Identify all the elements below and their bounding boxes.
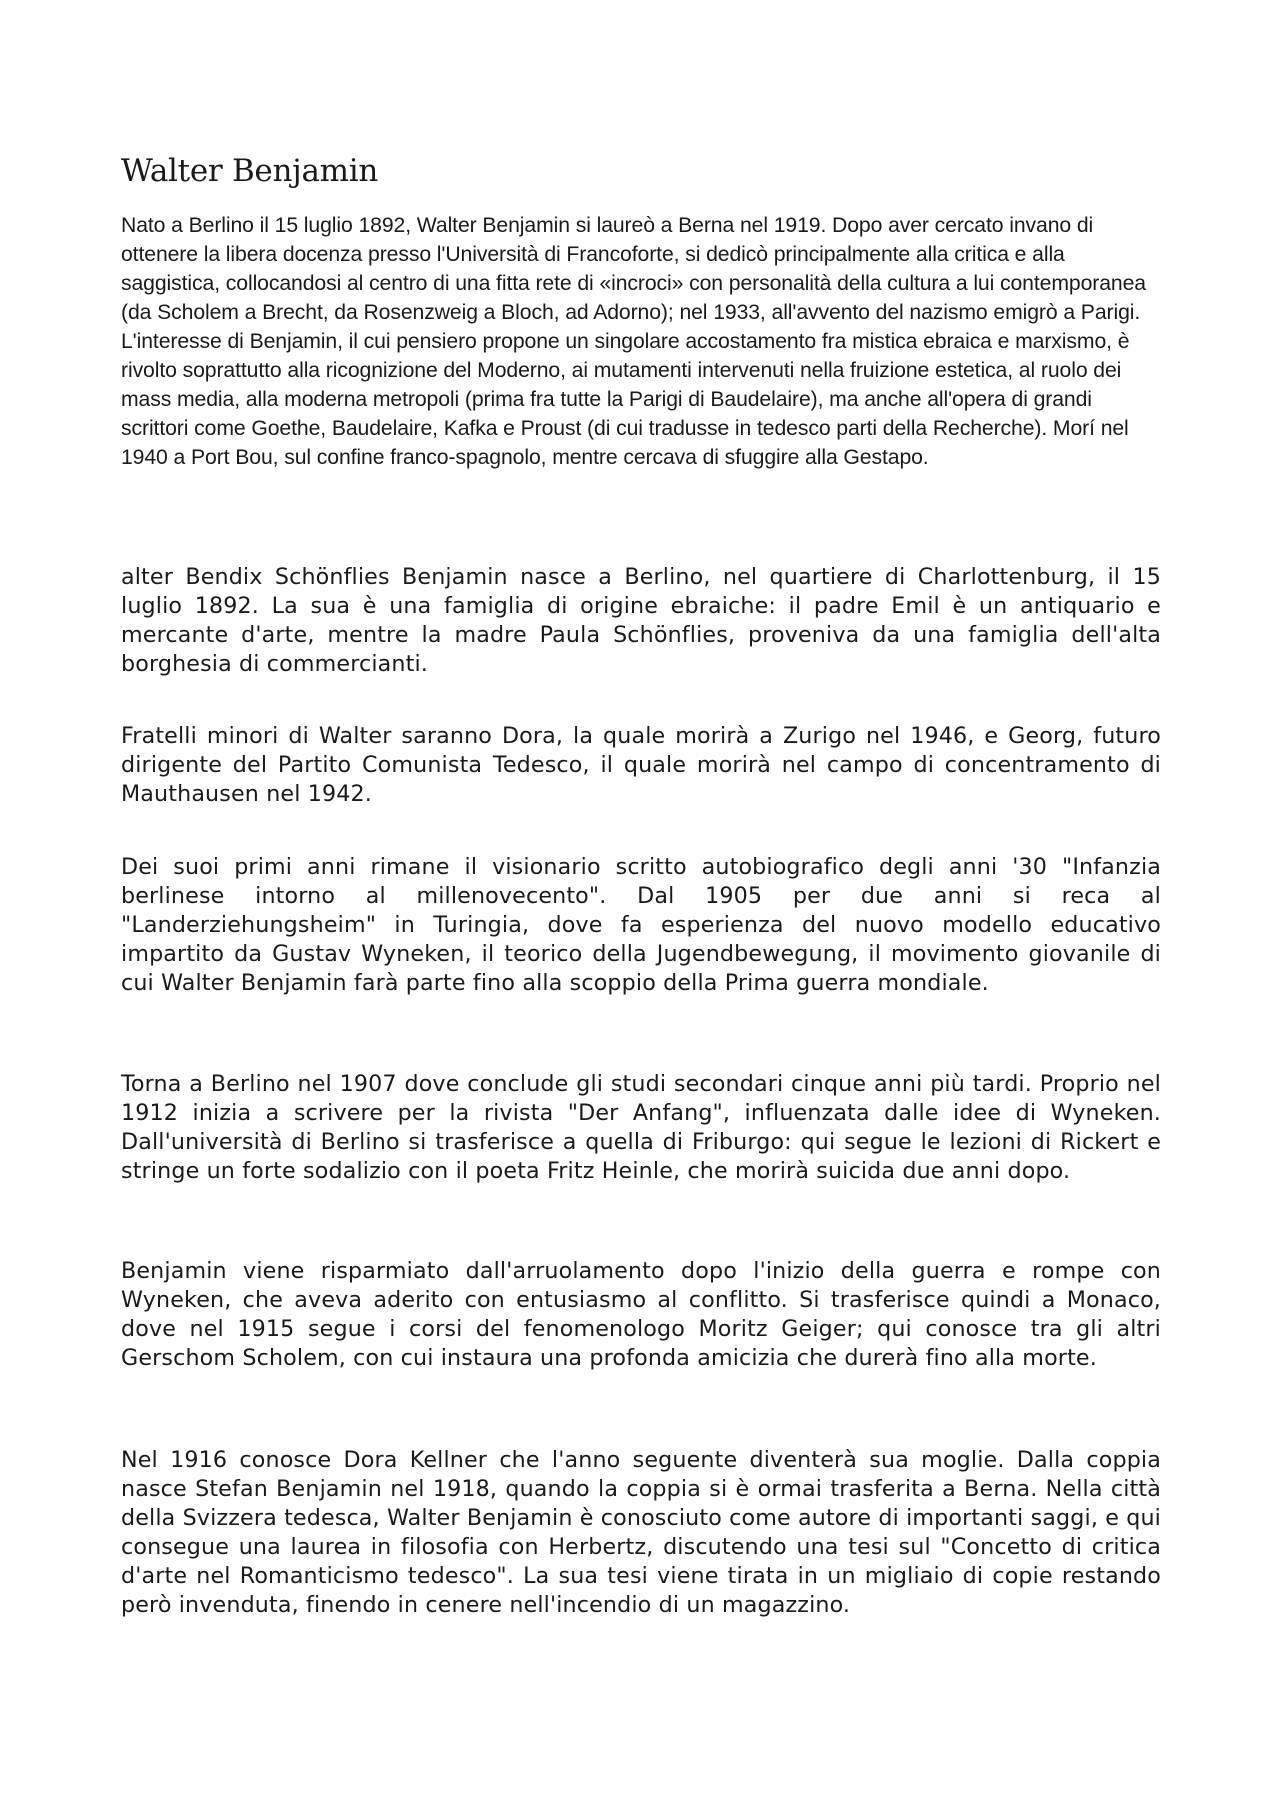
body-section xyxy=(121,1070,1161,1186)
body-paragraph: Benjamin viene risparmiato dall'arruolamento dopo l'inizio della guerra e rompe con Wyneken, che aveva aderito con entusiasmo al conflitto. Si trasferisce quindi a Monaco, dove nel 1915 segue i corsi del fenomenologo Moritz Geiger; qui conosce tra gli altri Gerschom Scholem, con cui instaura una profonda amicizia che durerà fino alla morte. xyxy=(121,1258,1161,1371)
body-paragraph: Fratelli minori di Walter saranno Dora, la quale morirà a Zurigo nel 1946, e Georg, futuro dirigente del Partito Comunista Tedesco, il quale morirà nel campo di concentramento di Mauthausen nel 1942. xyxy=(121,723,1161,807)
body-section xyxy=(121,853,1161,998)
body-paragraph: alter Bendix Schönflies Benjamin nasce a Berlino, nel quartiere di Charlottenburg, il 15 luglio 1892. La sua è una famiglia di origine ebraiche: il padre Emil è un antiquario e mercante d'arte, mentre la madre Paula Schönflies, proveniva da una famiglia dell'alta borghesia di commercianti. xyxy=(121,564,1161,677)
intro-paragraph: Nato a Berlino il 15 luglio 1892, Walter Benjamin si laureò a Berna nel 1919. Dopo aver cercato invano di ottenere la libera docenza presso l'Università di Francoforte, si dedicò principalmente alla critica e alla saggistica, collocandosi al centro di una fitta rete di «incroci» con personalità della cultura a lui contemporanea (da Scholem a Brecht, da Rosenzweig a Bloch, ad Adorno); nel 1933, all'avvento del nazismo emigrò a Parigi. L'interesse di Benjamin, il cui pensiero propone un singolare accostamento fra mistica ebraica e marxismo, è rivolto soprattutto alla ricognizione del Moderno, ai mutamenti intervenuti nella fruizione estetica, al ruolo dei mass media, alla moderna metropoli (prima fra tutte la Parigi di Baudelaire), ma anche all'opera di grandi scrittori come Goethe, Baudelaire, Kafka e Proust (di cui tradusse in tedesco parti della Recherche). Morí nel 1940 a Port Bou, sul confine franco-spagnolo, mentre cercava di sfuggire alla Gestapo. xyxy=(121,214,1146,469)
body-paragraph: Nel 1916 conosce Dora Kellner che l'anno seguente diventerà sua moglie. Dalla coppia nasce Stefan Benjamin nel 1918, quando la coppia si è ormai trasferita a Berna. Nella città della Svizzera tedesca, Walter Benjamin è conosciuto come autore di importanti saggi, e qui consegue una laurea in filosofia con Herbertz, discutendo una tesi sul "Concetto di critica d'arte nel Romanticismo tedesco". La sua tesi viene tirata in un migliaio di copie restando però invenduta, finendo in cenere nell'incendio di un magazzino. xyxy=(121,1447,1161,1618)
body-section xyxy=(121,563,1161,679)
body-paragraph: Dei suoi primi anni rimane il visionario scritto autobiografico degli anni '30 "Infanzia berlinese intorno al millenovecento". Dal 1905 per due anni si reca al "Landerziehungsheim" in Turingia, dove fa esperienza del nuovo modello educativo impartito da Gustav Wyneken, il teorico della Jugendbewegung, il movimento giovanile di cui Walter Benjamin farà parte fino alla scoppio della Prima guerra mondiale. xyxy=(121,854,1161,996)
body-section xyxy=(121,722,1161,809)
page-title: Walter Benjamin xyxy=(121,153,379,189)
body-section xyxy=(121,1257,1161,1373)
body-section xyxy=(121,1446,1161,1620)
body-paragraph: Torna a Berlino nel 1907 dove conclude gli studi secondari cinque anni più tardi. Proprio nel 1912 inizia a scrivere per la rivista "Der Anfang", influenzata dalle idee di Wyneken. Dall'università di Berlino si trasferisce a quella di Friburgo: qui segue le lezioni di Rickert e stringe un forte sodalizio con il poeta Fritz Heinle, che morirà suicida due anni dopo. xyxy=(121,1071,1161,1184)
